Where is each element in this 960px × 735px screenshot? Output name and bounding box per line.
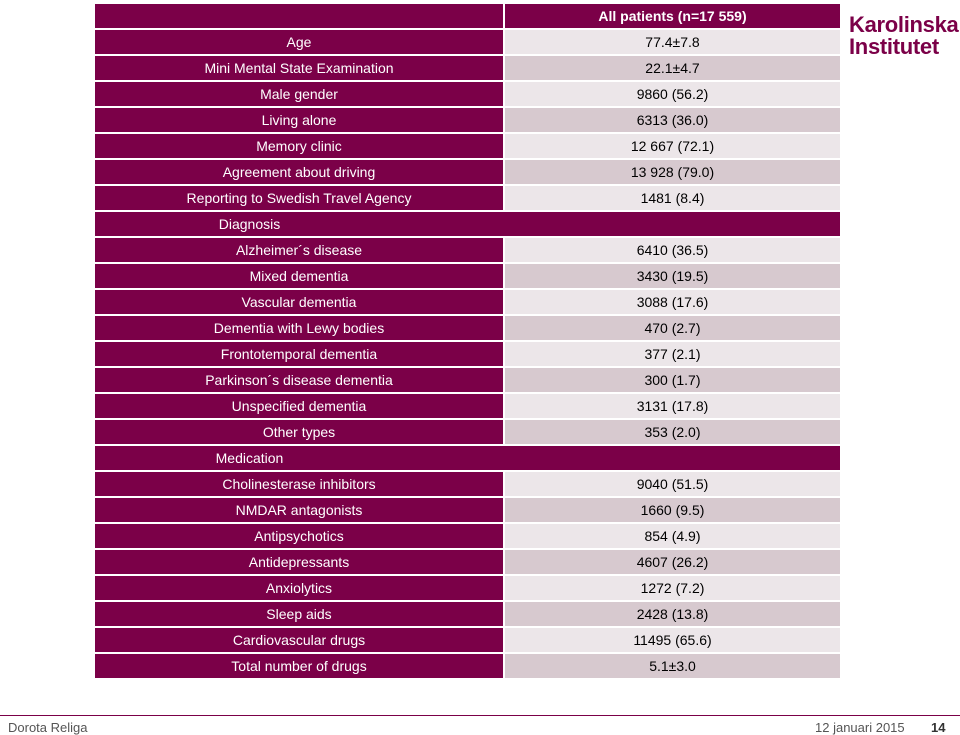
table-row — [95, 160, 840, 184]
row-label: Reporting to Swedish Travel Agency — [95, 186, 503, 210]
row-label: Antidepressants — [95, 550, 503, 574]
row-label: Cholinesterase inhibitors — [95, 472, 503, 496]
row-value: 13 928 (79.0) — [505, 160, 840, 184]
row-label: Parkinson´s disease dementia — [95, 368, 503, 392]
karolinska-logo — [849, 14, 959, 58]
row-value: 3430 (19.5) — [505, 264, 840, 288]
row-value: 3131 (17.8) — [505, 394, 840, 418]
page-number: 14 — [931, 720, 946, 735]
table-row — [95, 342, 840, 366]
logo-line-1: Karolinska — [849, 12, 959, 37]
row-label: Memory clinic — [95, 134, 503, 158]
diagnosis-section-title: Diagnosis — [218, 216, 281, 232]
medication-section-row — [95, 446, 840, 470]
logo-line-2: Institutet — [849, 34, 939, 59]
row-value: 2428 (13.8) — [505, 602, 840, 626]
row-value: 353 (2.0) — [505, 420, 840, 444]
row-value: 22.1±4.7 — [505, 56, 840, 80]
table-row — [95, 420, 840, 444]
footer-date: 12 januari 2015 — [815, 720, 905, 735]
row-label: Alzheimer´s disease — [95, 238, 503, 262]
row-label: Sleep aids — [95, 602, 503, 626]
table-row — [95, 524, 840, 548]
table-row — [95, 368, 840, 392]
row-value: 1272 (7.2) — [505, 576, 840, 600]
table-row — [95, 56, 840, 80]
row-value: 9040 (51.5) — [505, 472, 840, 496]
table-row — [95, 134, 840, 158]
row-value: 300 (1.7) — [505, 368, 840, 392]
header-label-cell — [95, 4, 503, 28]
table-row — [95, 186, 840, 210]
table-row — [95, 264, 840, 288]
row-label: Male gender — [95, 82, 503, 106]
row-value: 470 (2.7) — [505, 316, 840, 340]
table-row — [95, 316, 840, 340]
table-row — [95, 394, 840, 418]
table-row — [95, 82, 840, 106]
row-label: Anxiolytics — [95, 576, 503, 600]
row-label: Agreement about driving — [95, 160, 503, 184]
row-value: 377 (2.1) — [505, 342, 840, 366]
row-value: 4607 (26.2) — [505, 550, 840, 574]
table-row — [95, 472, 840, 496]
row-label: Mini Mental State Examination — [95, 56, 503, 80]
footer-divider — [0, 715, 960, 716]
row-value: 1660 (9.5) — [505, 498, 840, 522]
medication-section-cell — [95, 446, 840, 470]
header-all-patients: All patients (n=17 559) — [505, 4, 840, 28]
row-label: Age — [95, 30, 503, 54]
table-row — [95, 654, 840, 678]
row-value: 77.4±7.8 — [505, 30, 840, 54]
row-value: 1481 (8.4) — [505, 186, 840, 210]
table-row — [95, 576, 840, 600]
row-label: Antipsychotics — [95, 524, 503, 548]
row-value: 3088 (17.6) — [505, 290, 840, 314]
table-row — [95, 602, 840, 626]
table-row — [95, 550, 840, 574]
row-label: Unspecified dementia — [95, 394, 503, 418]
row-value: 12 667 (72.1) — [505, 134, 840, 158]
table-row — [95, 238, 840, 262]
patient-characteristics-table — [95, 2, 840, 680]
row-label: NMDAR antagonists — [95, 498, 503, 522]
table-header-row — [95, 4, 840, 28]
row-label: Frontotemporal dementia — [95, 342, 503, 366]
row-value: 5.1±3.0 — [505, 654, 840, 678]
row-value: 6410 (36.5) — [505, 238, 840, 262]
table-row — [95, 108, 840, 132]
row-value: 6313 (36.0) — [505, 108, 840, 132]
table-body — [95, 4, 840, 678]
row-label: Other types — [95, 420, 503, 444]
medication-section-title: Medication — [215, 450, 284, 466]
table-row — [95, 290, 840, 314]
footer-author: Dorota Religa — [8, 720, 88, 735]
row-label: Living alone — [95, 108, 503, 132]
table-row — [95, 628, 840, 652]
table-row — [95, 30, 840, 54]
row-label: Dementia with Lewy bodies — [95, 316, 503, 340]
row-label: Total number of drugs — [95, 654, 503, 678]
row-value: 11495 (65.6) — [505, 628, 840, 652]
row-label: Mixed dementia — [95, 264, 503, 288]
diagnosis-section-cell — [95, 212, 840, 236]
row-label: Vascular dementia — [95, 290, 503, 314]
table-row — [95, 498, 840, 522]
row-value: 854 (4.9) — [505, 524, 840, 548]
diagnosis-section-row — [95, 212, 840, 236]
row-label: Cardiovascular drugs — [95, 628, 503, 652]
row-value: 9860 (56.2) — [505, 82, 840, 106]
